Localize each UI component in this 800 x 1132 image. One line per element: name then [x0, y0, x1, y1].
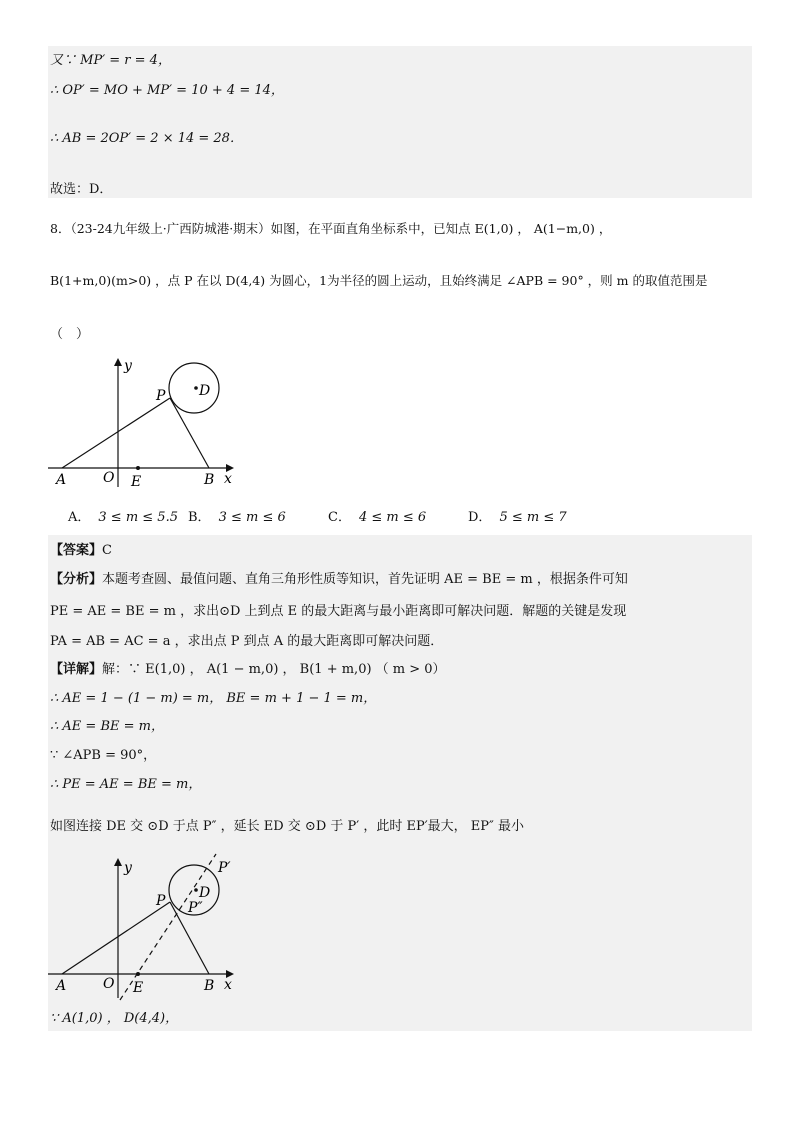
label-a: A: [56, 472, 67, 488]
detail-line-3: ∴ AE = BE = m，: [50, 719, 164, 734]
dashed-line-ed: [120, 854, 216, 1000]
figure-2: [46, 852, 246, 1002]
segment-pb: [170, 398, 209, 468]
option-d: D． 5 ≤ m ≤ 7: [468, 510, 567, 525]
segment-ap: [62, 902, 170, 974]
label-y: y: [124, 860, 132, 876]
label-p-prime: P′: [218, 860, 231, 876]
question-line-2: B(1+m,0)(m>0) ，点 P 在以 D(4,4) 为圆心，1为半径的圆上运动，且始终满足 ∠APB = 90° ，则 m 的取值范围是: [50, 273, 708, 288]
prev-line-1: 又∵ MP′ = r = 4，: [50, 53, 171, 68]
label-a: A: [56, 978, 67, 994]
center-d-dot: [194, 386, 198, 390]
label-p: P: [156, 388, 166, 404]
label-d: D: [199, 383, 211, 399]
point-e-dot: [136, 972, 140, 976]
question-line-3: （ ）: [50, 327, 90, 342]
y-axis-arrow: [114, 858, 122, 866]
answer-line: 【答案】C: [50, 543, 112, 558]
label-o: O: [103, 976, 115, 992]
label-e: E: [133, 980, 144, 996]
figure-1: [46, 352, 246, 492]
segment-ap: [62, 398, 170, 468]
prev-line-2: ∴ OP′ = MO + MP′ = 10 + 4 = 14，: [50, 83, 284, 98]
detail-line-4: ∵ ∠APB = 90°，: [50, 748, 157, 763]
label-p-double-prime: P″: [188, 900, 203, 916]
label-b: B: [204, 472, 215, 488]
option-a: A． 3 ≤ m ≤ 5.5: [68, 510, 178, 525]
detail-line-7: ∵ A(1,0) ， D(4,4)，: [50, 1011, 179, 1026]
analysis-line-3: PA = AB = AC = a ，求出点 P 到点 A 的最大距离即可解决问题．: [50, 634, 444, 649]
prev-line-4: 故选：D．: [50, 182, 113, 197]
detail-line-5: ∴ PE = AE = BE = m，: [50, 777, 202, 792]
y-axis-arrow: [114, 358, 122, 366]
analysis-line-1: 【分析】本题考查圆、最值问题、直角三角形性质等知识，首先证明 AE = BE = m ，根据条件可知: [50, 572, 628, 587]
option-b: B． 3 ≤ m ≤ 6: [188, 510, 286, 525]
detail-line-1: 【详解】解：∵ E(1,0) ， A(1 − m,0) ， B(1 + m,0) （ m > 0）: [50, 662, 446, 677]
point-e-dot: [136, 466, 140, 470]
circle-d: [169, 363, 219, 413]
label-b: B: [204, 978, 215, 994]
prev-line-3: ∴ AB = 2OP′ = 2 × 14 = 28．: [50, 131, 243, 146]
label-y: y: [124, 358, 132, 374]
label-x: x: [224, 471, 232, 487]
option-c: C． 4 ≤ m ≤ 6: [328, 510, 427, 525]
label-x: x: [224, 977, 232, 993]
detail-line-6: 如图连接 DE 交 ⊙D 于点 P″ ，延长 ED 交 ⊙D 于 P′ ，此时 EP′最大， EP″ 最小: [50, 819, 525, 834]
detail-line-2: ∴ AE = 1 − (1 − m) = m， BE = m + 1 − 1 = m，: [50, 691, 377, 706]
label-d: D: [199, 885, 211, 901]
question-line-1: 8．（23-24九年级上·广西防城港·期末）如图，在平面直角坐标系中，已知点 E(1,0) ， A(1−m,0) ，: [50, 221, 612, 236]
label-p: P: [156, 893, 166, 909]
center-d-dot: [194, 888, 198, 892]
analysis-line-2: PE = AE = BE = m ，求出⊙D 上到点 E 的最大距离与最小距离即可解决问题．解题的关键是发现: [50, 604, 627, 619]
label-e: E: [131, 474, 142, 490]
label-o: O: [103, 470, 115, 486]
